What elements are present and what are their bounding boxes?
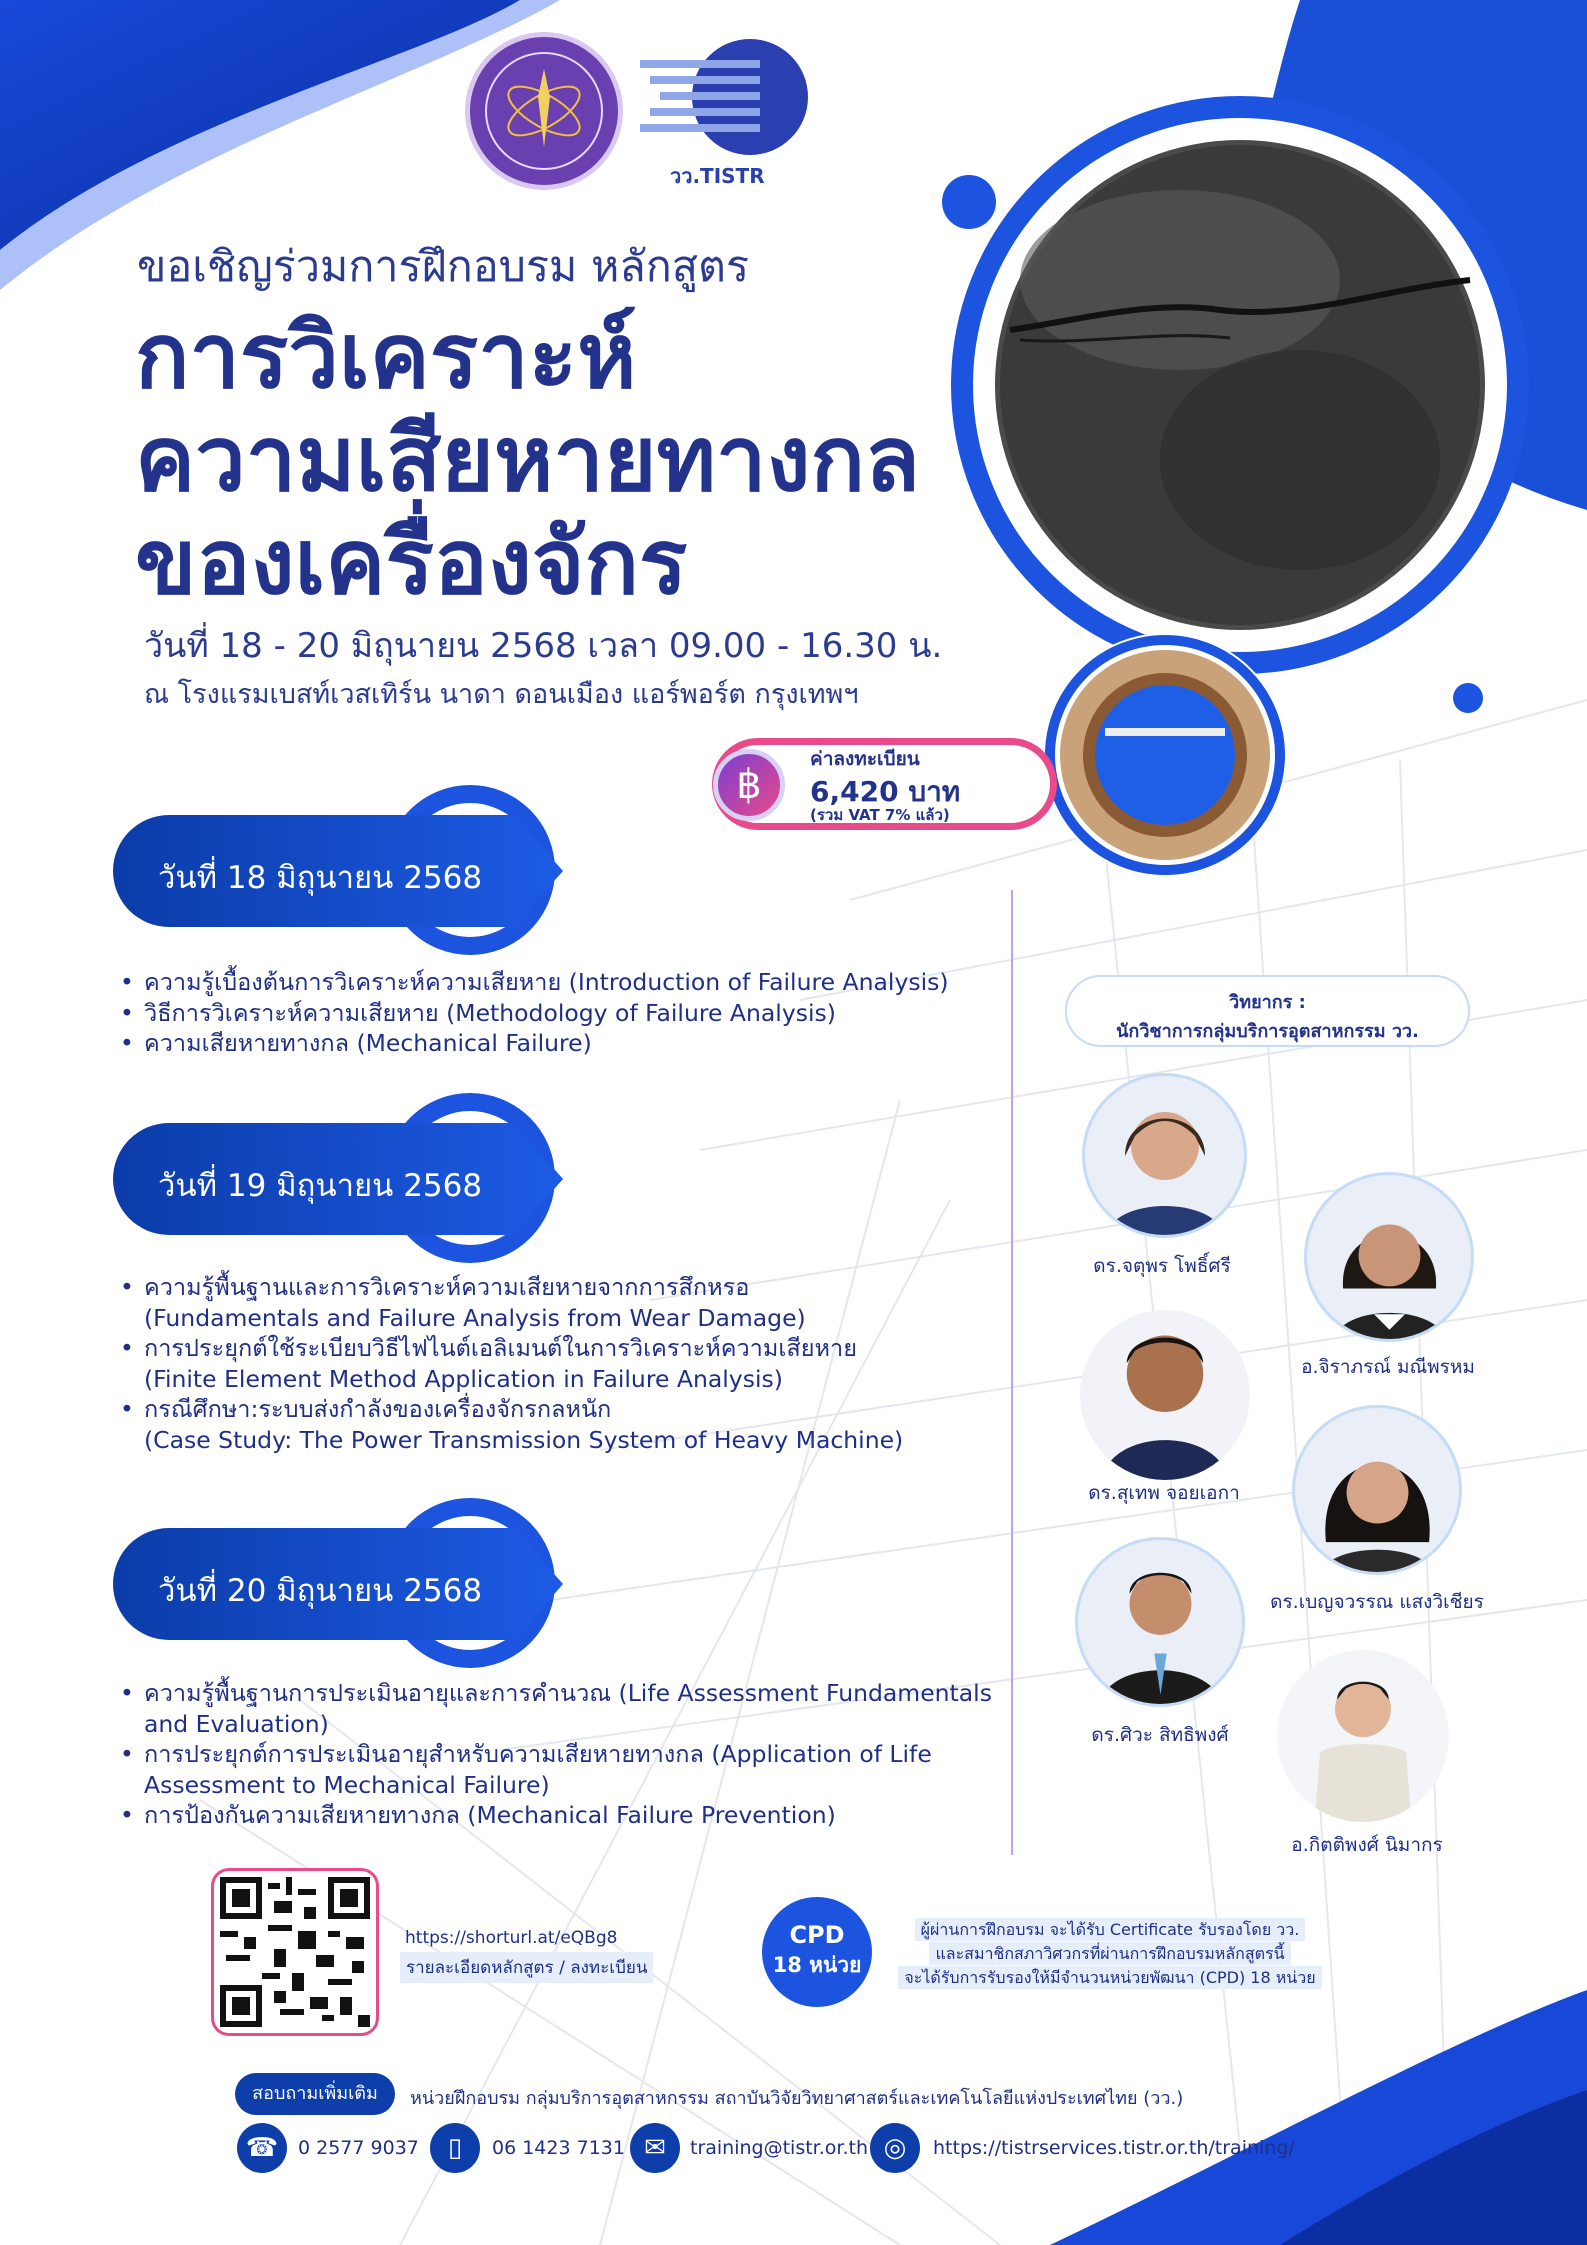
list-item: • การประยุกต์การประเมินอายุสำหรับความเสียหายทางกล (Application of Life <box>120 1739 1044 1770</box>
cpd-description <box>890 1918 1330 1990</box>
globe-icon: ◎ <box>870 2123 920 2173</box>
person-icon <box>1080 1310 1250 1480</box>
cpd-badge <box>762 1897 872 2007</box>
email-icon: ✉ <box>630 2123 680 2173</box>
course-intro: ขอเชิญร่วมการฝึกอบรม หลักสูตร <box>137 242 750 292</box>
seal-emblem-icon <box>470 37 618 185</box>
day1-topics <box>120 967 1044 1059</box>
speakers-header-title: วิทยากร : <box>1229 992 1306 1013</box>
tistr-logo <box>640 32 810 192</box>
speaker-name-2: อ.จิราภรณ์ มณีพรหม <box>1301 1356 1475 1378</box>
list-item-detail: (Fundamentals and Failure Analysis from Wear Damage) <box>144 1303 806 1332</box>
inquiry-button[interactable] <box>235 2073 395 2115</box>
mobile-icon: ▯ <box>430 2123 480 2173</box>
qr-code-icon <box>220 1877 370 2027</box>
speaker-photo-2 <box>1304 1172 1474 1342</box>
speaker-photo-3 <box>1080 1310 1250 1480</box>
ministry-seal-logo <box>465 32 623 190</box>
contact-email[interactable]: training@tistr.or.th <box>690 2137 869 2159</box>
inquiry-button-label: สอบถามเพิ่มเติม <box>252 2083 378 2104</box>
day2-label: วันที่ 19 มิถุนายน 2568 <box>158 1168 483 1204</box>
course-venue: ณ โรงแรมเบสท์เวสเทิร์น นาดา ดอนเมือง แอร์พอร์ต กรุงเทพฯ <box>144 679 859 710</box>
person-icon <box>1307 1175 1472 1340</box>
phone-icon: ☎ <box>237 2123 287 2173</box>
cpd-line: จะได้รับการรับรองให้มีจำนวนหน่วยพัฒนา (CPD) 18 หน่วย <box>898 1966 1321 1989</box>
contact-phone[interactable]: 0 2577 9037 <box>298 2137 419 2159</box>
list-item: • ความรู้พื้นฐานและการวิเคราะห์ความเสียหายจากการสึกหรอ <box>120 1272 1044 1303</box>
list-item: • วิธีการวิเคราะห์ความเสียหาย (Methodology of Failure Analysis) <box>120 998 1044 1029</box>
cpd-badge-units: 18 หน่วย <box>772 1953 862 1977</box>
fee-note: (รวม VAT 7% แล้ว) <box>810 806 950 824</box>
speakers-header <box>1065 975 1470 1047</box>
list-item: • การป้องกันความเสียหายทางกล (Mechanical Failure Prevention) <box>120 1800 1044 1831</box>
contact-mobile[interactable]: 06 1423 7131 <box>492 2137 625 2159</box>
speaker-name-1: ดร.จตุพร โพธิ์ศรี <box>1093 1255 1231 1277</box>
course-title-line-2: ความเสียหายทางกล <box>135 407 921 512</box>
list-item: • ความรู้เบื้องต้นการวิเคราะห์ความเสียหาย (Introduction of Failure Analysis) <box>120 967 1044 998</box>
speaker-photo-1 <box>1082 1073 1247 1238</box>
cpd-badge-title: CPD <box>789 1921 845 1949</box>
speaker-photo-4 <box>1292 1405 1462 1575</box>
day3-topics <box>120 1678 1044 1831</box>
speaker-photo-5 <box>1075 1537 1245 1707</box>
speakers-header-subtitle: นักวิชาการกลุ่มบริการอุตสาหกรรม วว. <box>1116 1021 1419 1042</box>
registration-url[interactable]: https://shorturl.at/eQBg8 <box>405 1928 618 1948</box>
speaker-photo-6 <box>1277 1650 1449 1822</box>
person-icon <box>1078 1540 1243 1705</box>
speaker-name-4: ดร.เบญจวรรณ แสงวิเชียร <box>1270 1591 1484 1613</box>
speaker-name-5: ดร.ศิวะ สิทธิพงศ์ <box>1091 1724 1229 1746</box>
fee-amount: 6,420 บาท <box>810 775 961 808</box>
list-item-detail: (Case Study: The Power Transmission System of Heavy Machine) <box>144 1425 904 1454</box>
list-item: • กรณีศึกษา:ระบบส่งกำลังของเครื่องจักรกลหนัก <box>120 1394 1044 1425</box>
cpd-line: ผู้ผ่านการฝึกอบรม จะได้รับ Certificate รับรองโดย วว. <box>915 1918 1306 1941</box>
list-item: • ความรู้พื้นฐานการประเมินอายุและการคำนวณ (Life Assessment Fundamentals <box>120 1678 1044 1709</box>
cpd-line: และสมาชิกสภาวิศวกรที่ผ่านการฝึกอบรมหลักสูตรนี้ <box>929 1942 1290 1965</box>
fee-label: ค่าลงทะเบียน <box>810 748 920 770</box>
list-item-detail: and Evaluation) <box>144 1709 329 1738</box>
course-title-line-3: ของเครื่องจักร <box>135 510 688 615</box>
day3-label: วันที่ 20 มิถุนายน 2568 <box>158 1573 483 1609</box>
speaker-name-6: อ.กิตติพงศ์ นิมากร <box>1291 1834 1443 1856</box>
list-item-detail: Assessment to Mechanical Failure) <box>144 1770 550 1799</box>
list-item-detail: (Finite Element Method Application in Failure Analysis) <box>144 1364 783 1393</box>
speaker-name-3: ดร.สุเทพ จอยเอกา <box>1088 1482 1240 1504</box>
person-icon <box>1277 1650 1449 1822</box>
course-date: วันที่ 18 - 20 มิถุนายน 2568 เวลา 09.00 - 16.30 น. <box>144 626 943 666</box>
contact-organization: หน่วยฝึกอบรม กลุ่มบริการอุตสาหกรรม สถาบันวิจัยวิทยาศาสตร์และเทคโนโลยีแห่งประเทศไทย (วว.) <box>410 2088 1184 2109</box>
baht-icon: ฿ <box>713 749 785 821</box>
registration-caption: รายละเอียดหลักสูตร / ลงทะเบียน <box>400 1952 653 1983</box>
qr-code-frame[interactable] <box>211 1868 379 2036</box>
contact-website[interactable]: https://tistrservices.tistr.or.th/training/ <box>933 2137 1295 2159</box>
person-icon <box>1295 1408 1460 1573</box>
list-item: • การประยุกต์ใช้ระเบียบวิธีไฟไนต์เอลิเมนต์ในการวิเคราะห์ความเสียหาย <box>120 1333 1044 1364</box>
tistr-wordmark: วว.TISTR <box>670 164 765 188</box>
person-icon <box>1085 1076 1245 1236</box>
course-title-line-1: การวิเคราะห์ <box>135 304 637 409</box>
day1-label: วันที่ 18 มิถุนายน 2568 <box>158 860 483 896</box>
list-item: • ความเสียหายทางกล (Mechanical Failure) <box>120 1028 1044 1059</box>
day2-topics <box>120 1272 1044 1455</box>
tistr-mark-icon <box>640 32 810 162</box>
